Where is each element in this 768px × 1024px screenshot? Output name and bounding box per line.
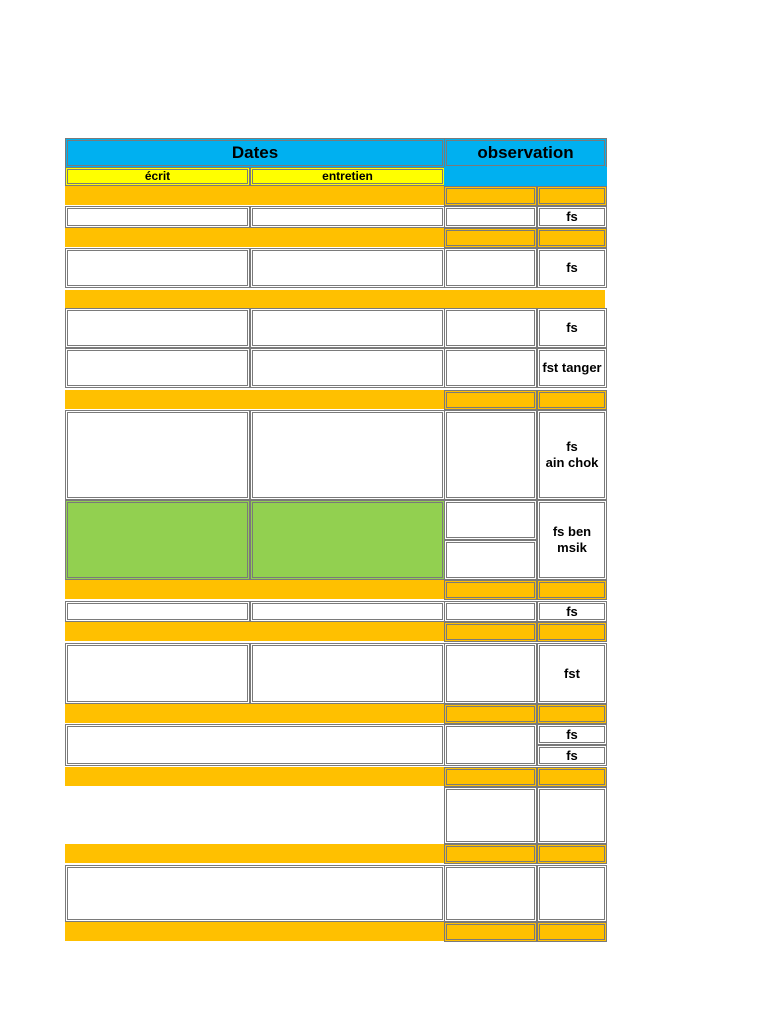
entretien-subheader: entretien xyxy=(250,167,445,186)
separator-row xyxy=(65,390,445,409)
observation-label: fs ain chok xyxy=(537,410,607,500)
observation-cell xyxy=(444,540,537,580)
separator-cell xyxy=(444,922,537,942)
observation-label: fs xyxy=(537,248,607,288)
separator-cell xyxy=(444,844,537,864)
observation-label: fs ben msik xyxy=(537,500,607,580)
separator-cell xyxy=(537,228,607,248)
separator-cell xyxy=(537,844,607,864)
entretien-cell xyxy=(250,248,445,288)
ecrit-cell xyxy=(65,348,250,388)
observation-cell xyxy=(444,348,537,388)
separator-cell xyxy=(537,186,607,206)
ecrit-cell xyxy=(65,206,250,228)
observation-subheader xyxy=(444,167,607,186)
separator-cell xyxy=(537,922,607,942)
ecrit-cell xyxy=(65,643,250,704)
observation-label: fs xyxy=(537,601,607,622)
separator-row xyxy=(65,767,445,786)
separator-row xyxy=(65,844,445,863)
separator-row xyxy=(65,290,605,308)
observation-cell xyxy=(444,643,537,704)
ecrit-cell xyxy=(65,248,250,288)
separator-row xyxy=(65,922,445,941)
dates-header: Dates xyxy=(65,138,445,168)
observation-label: fs xyxy=(537,724,607,745)
entretien-cell-highlighted xyxy=(250,500,445,580)
observation-label: fs xyxy=(537,308,607,348)
observation-cell xyxy=(444,865,537,922)
separator-row xyxy=(65,186,445,205)
entretien-cell xyxy=(250,643,445,704)
observation-label: fs xyxy=(537,206,607,228)
observation-header: observation xyxy=(444,138,607,168)
ecrit-cell xyxy=(65,601,250,622)
observation-label: fst tanger xyxy=(537,348,607,388)
observation-cell xyxy=(444,787,537,844)
observation-cell xyxy=(444,500,537,540)
observation-label: fs xyxy=(537,745,607,766)
observation-label: fst xyxy=(537,643,607,704)
ecrit-cell xyxy=(65,308,250,348)
observation-cell xyxy=(444,206,537,228)
separator-cell xyxy=(537,767,607,787)
entretien-cell xyxy=(250,206,445,228)
observation-cell xyxy=(444,248,537,288)
observation-cell xyxy=(537,865,607,922)
separator-row xyxy=(65,704,445,723)
ecrit-cell-highlighted xyxy=(65,500,250,580)
separator-row xyxy=(65,580,445,599)
separator-cell xyxy=(444,580,537,600)
observation-cell xyxy=(444,410,537,500)
ecrit-subheader: écrit xyxy=(65,167,250,186)
separator-cell xyxy=(444,622,537,642)
observation-cell xyxy=(537,787,607,844)
ecrit-cell xyxy=(65,410,250,500)
observation-cell xyxy=(444,601,537,622)
separator-cell xyxy=(444,390,537,410)
entretien-cell xyxy=(250,308,445,348)
merged-dates-cell xyxy=(65,865,445,922)
separator-cell xyxy=(444,704,537,724)
separator-cell xyxy=(537,390,607,410)
observation-cell xyxy=(444,724,537,766)
separator-row xyxy=(65,622,445,641)
separator-cell xyxy=(444,767,537,787)
entretien-cell xyxy=(250,601,445,622)
separator-cell xyxy=(444,228,537,248)
separator-cell xyxy=(537,580,607,600)
separator-cell xyxy=(537,622,607,642)
separator-row xyxy=(65,228,445,247)
blank-dates-area xyxy=(65,787,445,844)
separator-cell xyxy=(444,186,537,206)
separator-cell xyxy=(537,704,607,724)
merged-dates-cell xyxy=(65,724,445,766)
entretien-cell xyxy=(250,348,445,388)
observation-cell xyxy=(444,308,537,348)
entretien-cell xyxy=(250,410,445,500)
